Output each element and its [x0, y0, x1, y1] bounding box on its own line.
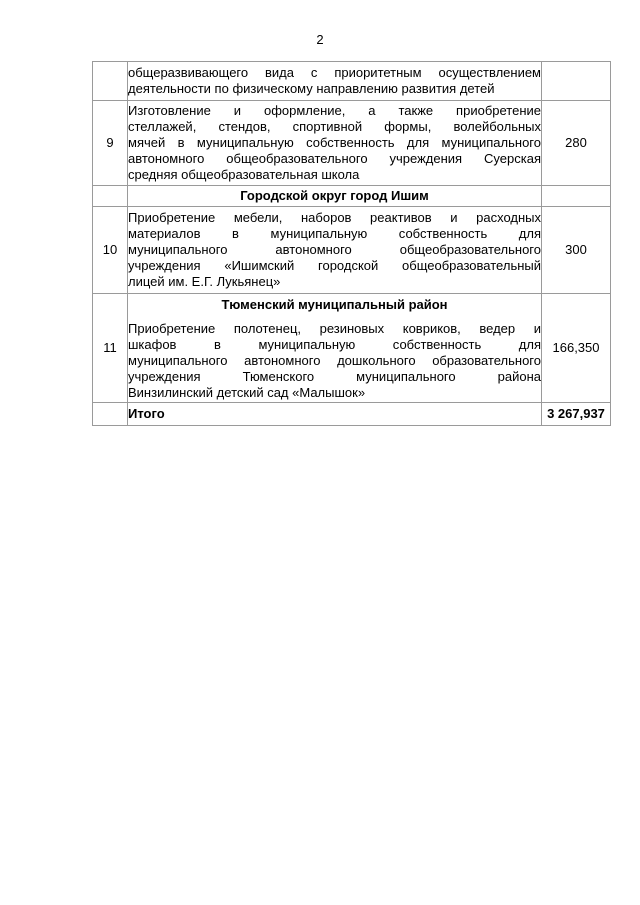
row-description — [128, 294, 542, 403]
row-amount: 166,350 — [542, 294, 611, 403]
description-line: автономного общеобразовательного учреждения Суерская — [128, 151, 541, 166]
row-description — [128, 207, 542, 294]
description-line: муниципального автономного дошкольного образовательного — [128, 353, 541, 368]
row-description — [128, 62, 542, 101]
row-amount: 280 — [542, 101, 611, 186]
row-number: 9 — [93, 101, 128, 186]
description-line: учреждения Тюменского муниципального района — [128, 369, 541, 384]
description-line: Винзилинский детский сад «Малышок» — [128, 385, 366, 400]
description-line: мячей в муниципальную собственность для муниципального — [128, 135, 541, 150]
section-heading-tyumen: Тюменский муниципальный район — [221, 297, 448, 312]
row-amount — [542, 62, 611, 101]
table-row — [93, 101, 611, 186]
total-row — [93, 403, 611, 426]
description-line: Изготовление и оформление, а также приобретение — [128, 103, 541, 118]
empty-cell — [542, 186, 611, 207]
description-line: общеразвивающего вида с приоритетным осуществлением — [128, 65, 541, 80]
empty-cell — [93, 186, 128, 207]
funding-table — [92, 61, 611, 426]
table-row — [93, 62, 611, 101]
row-amount: 300 — [542, 207, 611, 294]
description-line: лицей им. Е.Г. Лукьянец» — [128, 274, 281, 289]
row-description — [128, 101, 542, 186]
table-row — [93, 207, 611, 294]
section-heading-ishim: Городской округ город Ишим — [128, 186, 542, 207]
description-line: учреждения «Ишимский городской общеобразовательный — [128, 258, 541, 273]
empty-cell — [93, 403, 128, 426]
total-amount: 3 267,937 — [542, 403, 611, 426]
description-line: средняя общеобразовательная школа — [128, 167, 360, 182]
page-number: 2 — [316, 32, 324, 47]
description-line: Приобретение полотенец, резиновых ковриков, ведер и — [128, 321, 541, 336]
description-line: Приобретение мебели, наборов реактивов и расходных — [128, 210, 541, 225]
description-line: деятельности по физическому направлению развития детей — [128, 81, 495, 96]
section-row — [93, 186, 611, 207]
description-line: материалов в муниципальную собственность для — [128, 226, 541, 241]
row-number: 11 — [93, 294, 128, 403]
row-number: 10 — [93, 207, 128, 294]
description-line: стеллажей, стендов, спортивной формы, волейбольных — [128, 119, 541, 134]
description-line: шкафов в муниципальную собственность для — [128, 337, 541, 352]
table-row — [93, 294, 611, 403]
row-number — [93, 62, 128, 101]
total-label: Итого — [128, 403, 542, 426]
description-line: муниципального автономного общеобразовательного — [128, 242, 541, 257]
